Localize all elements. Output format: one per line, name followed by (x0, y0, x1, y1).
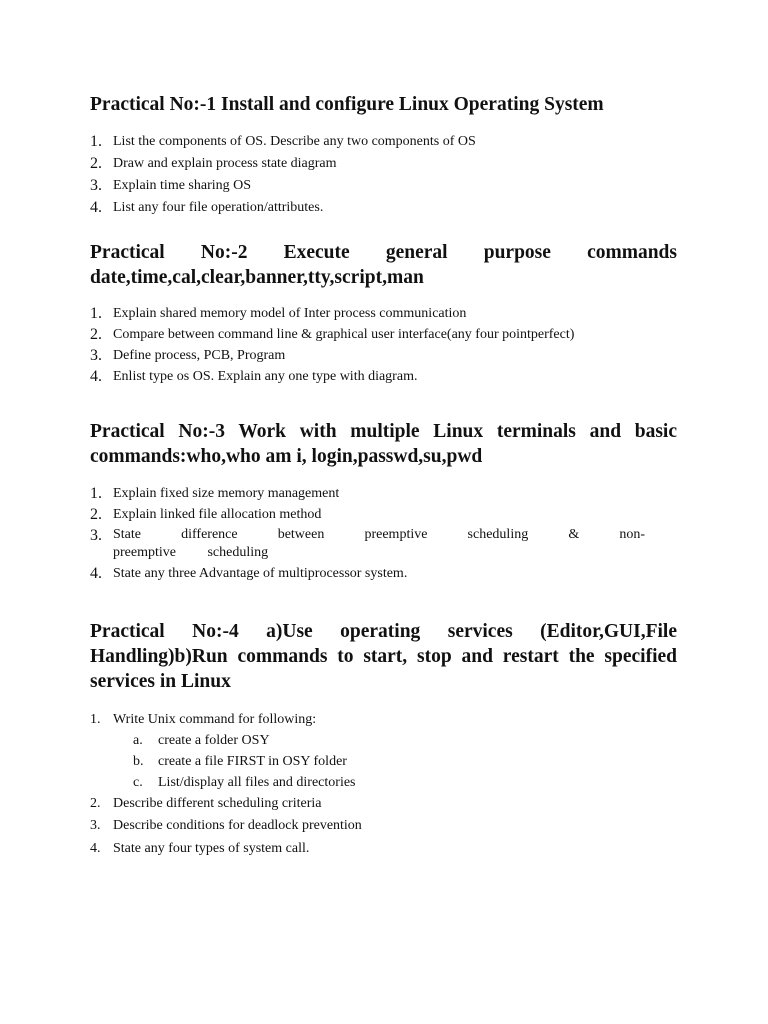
item-text: List the components of OS. Describe any two components of OS (113, 134, 476, 149)
item-text: Explain time sharing OS (113, 178, 252, 193)
practical-1-questions (90, 132, 677, 220)
item-text: Describe different scheduling criteria (113, 796, 322, 811)
list-item (90, 505, 677, 526)
list-item (90, 132, 677, 154)
practical-4-questions (90, 710, 677, 861)
item-text: Write Unix command for following: (113, 712, 317, 727)
item-number: 2. (90, 326, 102, 343)
list-item (90, 526, 677, 564)
item-number: 1. (90, 712, 101, 727)
list-item (90, 484, 677, 505)
sub-item-letter: a. (133, 733, 143, 748)
practical-2-heading: Practical No:-2 Execute general purpose commands date,time,cal,clear,banner,tty,script,man (90, 242, 677, 288)
item-text: Explain fixed size memory management (113, 486, 340, 501)
sub-item-text: create a file FIRST in OSY folder (158, 754, 347, 769)
practical-3-heading: Practical No:-3 Work with multiple Linux terminals and basic commands:who,who am i, login,passwd,su,pwd (90, 421, 677, 467)
list-item (90, 794, 677, 816)
item-text: List any four file operation/attributes. (113, 200, 324, 215)
sub-item-letter: c. (133, 775, 143, 790)
item-number: 4. (90, 199, 102, 216)
list-item (90, 564, 677, 585)
item-number: 1. (90, 485, 102, 502)
item-text: State any three Advantage of multiprocessor system. (113, 566, 408, 581)
sub-list (113, 731, 677, 794)
practical-1-heading: Practical No:-1 Install and configure Linux Operating System (90, 94, 604, 115)
item-text: Draw and explain process state diagram (113, 156, 337, 171)
list-item (90, 367, 677, 388)
item-number: 1. (90, 133, 102, 150)
list-item (90, 304, 677, 325)
item-text: State any four types of system call. (113, 841, 310, 856)
item-text: Explain linked file allocation method (113, 507, 322, 522)
item-text: Compare between command line & graphical user interface(any four pointperfect) (113, 327, 575, 342)
list-item (90, 198, 677, 220)
item-text: Explain shared memory model of Inter process communication (113, 306, 467, 321)
item-number: 4. (90, 841, 101, 856)
list-item (90, 346, 677, 367)
item-number: 3. (90, 818, 101, 833)
list-item (90, 325, 677, 346)
item-number: 2. (90, 155, 102, 172)
item-text: Define process, PCB, Program (113, 348, 286, 363)
practical-2-questions (90, 304, 677, 388)
item-text: Describe conditions for deadlock prevention (113, 818, 362, 833)
sub-item-letter: b. (133, 754, 144, 769)
item-number: 3. (90, 177, 102, 194)
item-text: Enlist type os OS. Explain any one type with diagram. (113, 369, 418, 384)
sub-item-text: List/display all files and directories (158, 775, 356, 790)
list-item (90, 816, 677, 839)
sub-list-item (113, 752, 677, 773)
item-number: 4. (90, 565, 102, 582)
item-text: State difference between preemptive scheduling & non-preemptive scheduling (113, 527, 645, 560)
sub-item-text: create a folder OSY (158, 733, 270, 748)
item-number: 2. (90, 506, 102, 523)
item-number: 3. (90, 527, 102, 544)
list-item (90, 176, 677, 198)
list-item (90, 710, 677, 794)
practical-3-questions (90, 484, 677, 585)
practical-4-heading: Practical No:-4 a)Use operating services (Editor,GUI,File Handling)b)Run commands to start, stop and restart the specified services in Linux (90, 621, 677, 692)
item-number: 1. (90, 305, 102, 322)
item-number: 3. (90, 347, 102, 364)
item-number: 2. (90, 796, 101, 811)
list-item (90, 154, 677, 176)
item-number: 4. (90, 368, 102, 385)
sub-list-item (113, 773, 677, 794)
list-item (90, 839, 677, 861)
sub-list-item (113, 731, 677, 752)
